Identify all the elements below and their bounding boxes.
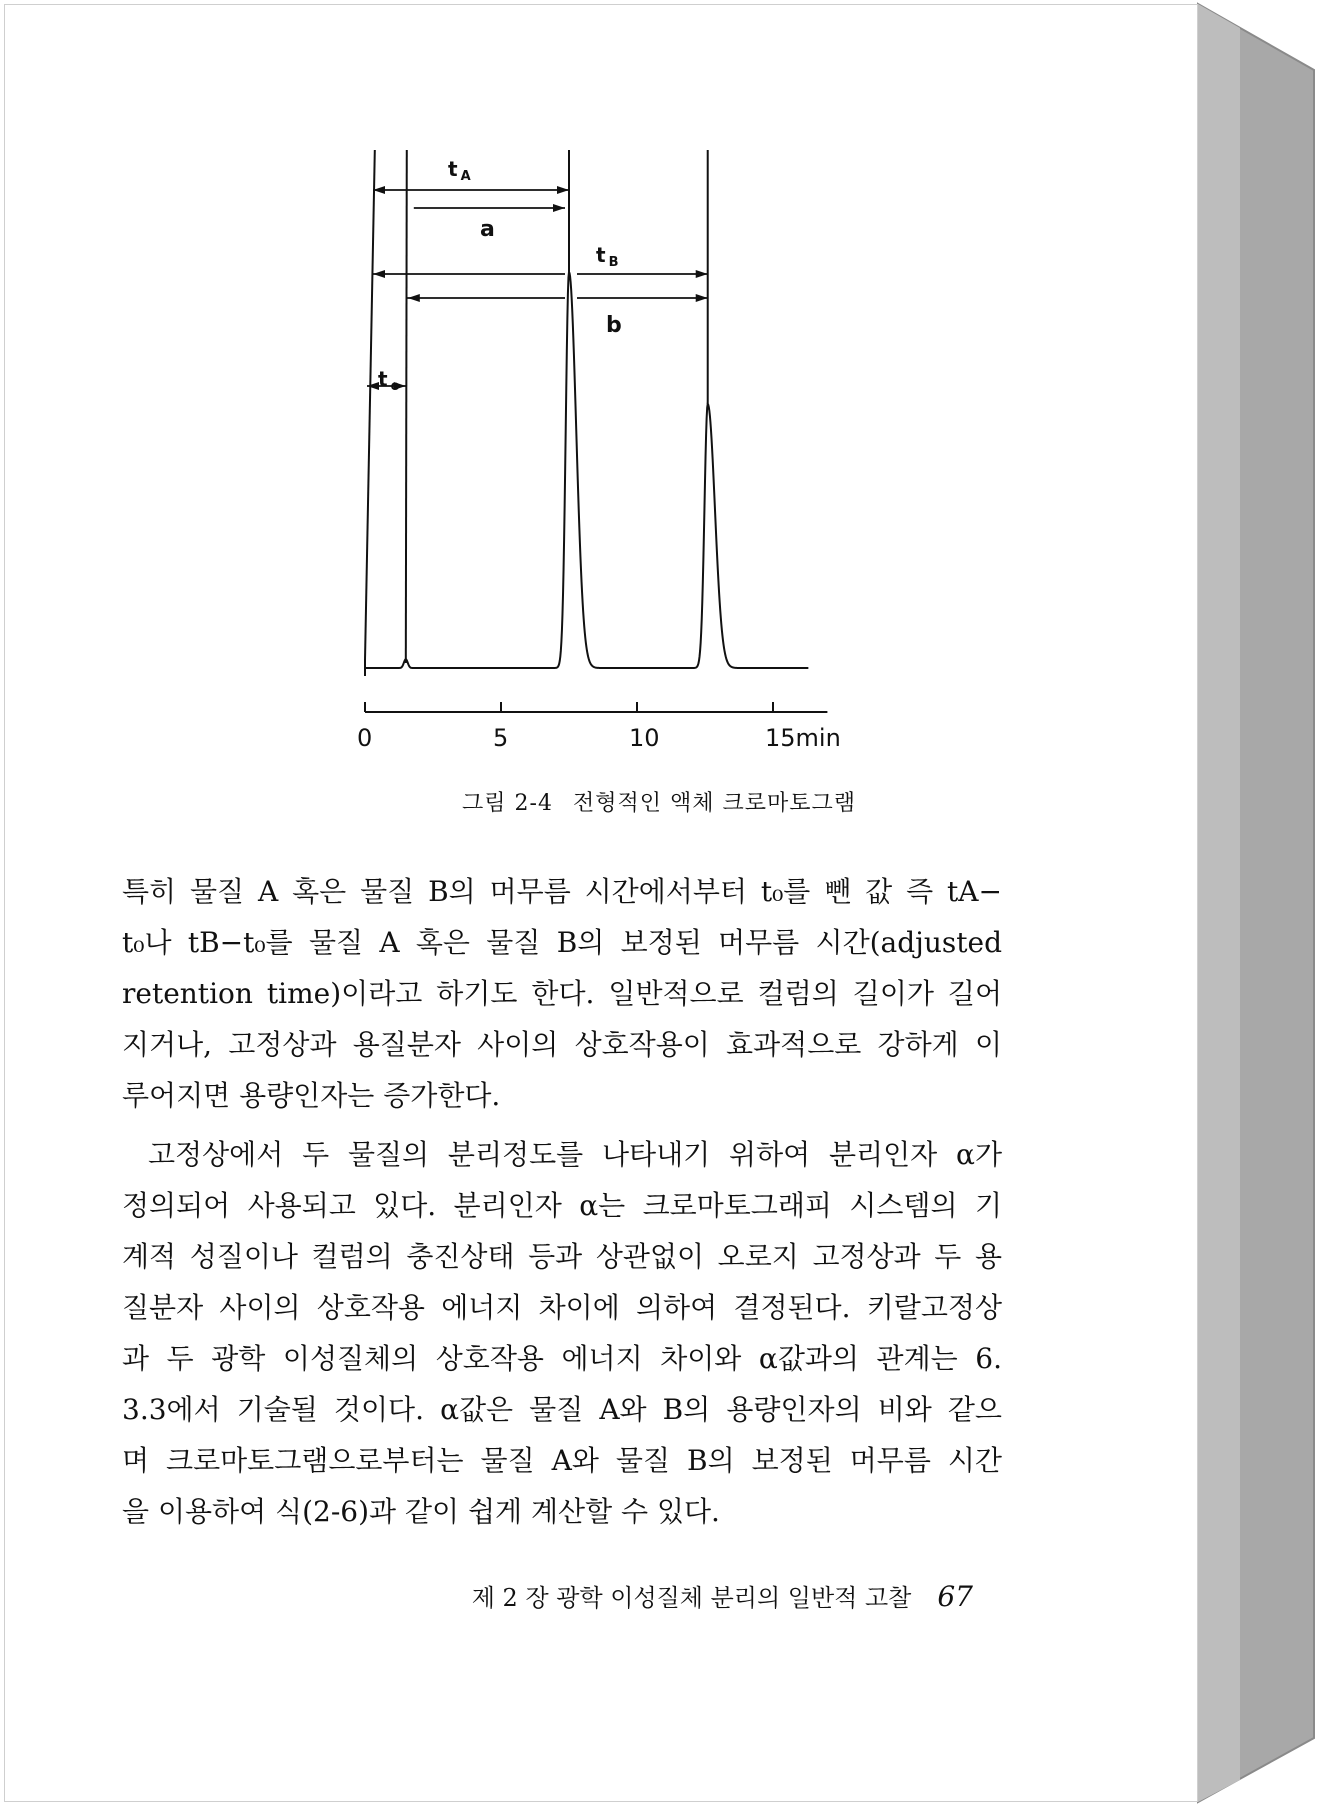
caption-title: 전형적인 액체 크로마토그램 <box>572 791 856 816</box>
body-line: 계적 성질이나 컬럼의 충진상태 등과 상관없이 오로지 고정상과 두 용 <box>122 1240 1002 1273</box>
body-line: 과 두 광학 이성질체의 상호작용 에너지 차이와 α값과의 관계는 6. <box>122 1342 1002 1375</box>
body-line: 특히 물질 A 혹은 물질 B의 머무름 시간에서부터 t₀를 뺀 값 즉 tA− <box>122 875 1002 908</box>
start-vertical-line <box>365 150 375 660</box>
tB-arrow-right-head-right <box>696 270 708 278</box>
b-arrow-left-head <box>408 294 420 302</box>
x-tick-label: 15min <box>765 724 841 752</box>
x-tick-label: 10 <box>629 724 660 752</box>
footer-chapter: 제 2 장 광학 이성질체 분리의 일반적 고찰 <box>471 1584 912 1612</box>
body-line: 지거나, 고정상과 용질분자 사이의 상호작용이 효과적으로 강하게 이 <box>122 1028 1002 1061</box>
label-b: b <box>606 313 622 338</box>
figure-caption <box>0 786 1318 817</box>
tB-arrow-left-head <box>373 270 385 278</box>
page-number: 67 <box>937 1580 973 1613</box>
x-tick-label: 5 <box>493 724 509 752</box>
label-tB: t $_B$ <box>596 243 619 270</box>
page-footer <box>472 1578 973 1613</box>
body-line: t₀나 tB−t₀를 물질 A 혹은 물질 B의 보정된 머무름 시간(adjusted <box>122 926 1002 959</box>
x-tick-label: 0 <box>357 724 373 752</box>
body-line: 고정상에서 두 물질의 분리정도를 나타내기 위하여 분리인자 α가 <box>148 1138 1002 1171</box>
label-a: a <box>480 217 495 242</box>
chart-annotations <box>378 157 622 394</box>
t0-vertical-line <box>406 150 407 663</box>
body-line: 정의되어 사용되고 있다. 분리인자 α는 크로마토그래피 시스템의 기 <box>122 1189 1002 1222</box>
body-line: 며 크로마토그램으로부터는 물질 A와 물질 B의 보정된 머무름 시간 <box>122 1444 1002 1477</box>
label-t0: t $_o$ <box>378 367 400 394</box>
chromatogram-chart <box>340 150 860 760</box>
caption-label: 그림 2-4 <box>462 791 553 816</box>
a-arrow-head-right <box>553 204 565 212</box>
body-text <box>122 866 1002 1537</box>
tA-arrow-head-right <box>557 186 569 194</box>
body-line: 루어지면 용량인자는 증가한다. <box>122 1079 501 1112</box>
body-line: retention time)이라고 하기도 한다. 일반적으로 컬럼의 길이가 길어 <box>122 977 1002 1010</box>
body-line: 3.3에서 기술될 것이다. α값은 물질 A와 B의 용량인자의 비와 같으 <box>122 1393 1002 1426</box>
b-arrow-right-head-right <box>696 294 708 302</box>
chromatogram-trace <box>365 272 808 668</box>
body-line: 을 이용하여 식(2-6)과 같이 쉽게 계산할 수 있다. <box>122 1495 720 1528</box>
body-line: 질분자 사이의 상호작용 에너지 차이에 의하여 결정된다. 키랄고정상 <box>122 1291 1002 1324</box>
label-tA: t $_A$ <box>448 157 471 184</box>
